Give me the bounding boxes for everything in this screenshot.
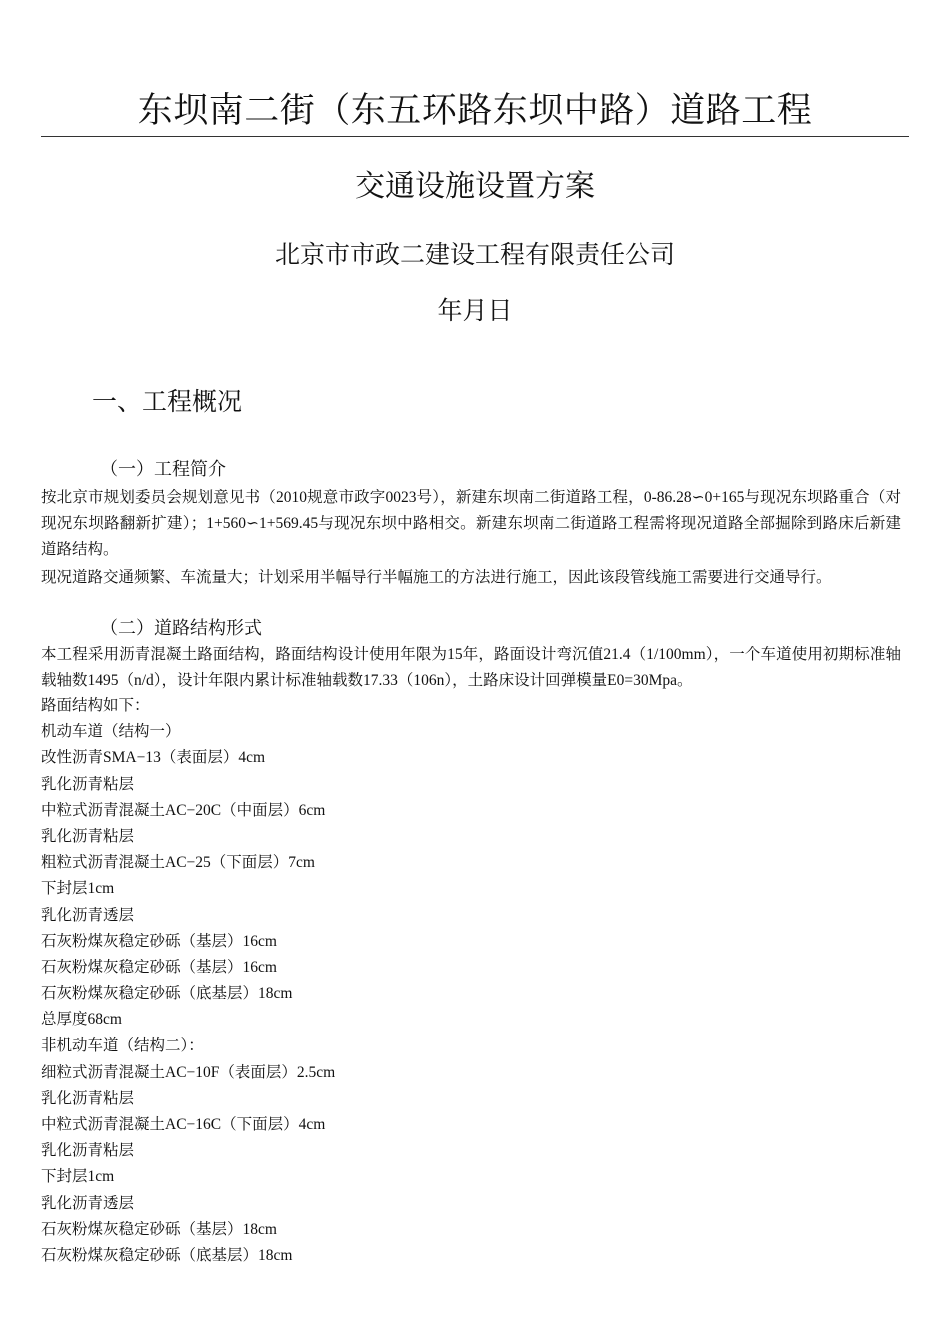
structure-line: 粗粒式沥青混凝土AC−25（下面层）7cm [41,854,315,872]
structure-line: 石灰粉煤灰稳定砂砾（基层）16cm [41,958,277,976]
subsection-heading-intro: （一）工程简介 [100,459,226,479]
structure-paragraph: 本工程采用沥青混凝土路面结构，路面结构设计使用年限为15年，路面设计弯沉值21.4（1/100mm），一个车道使用初期标准轴载轴数1495（n/d），设计年限内累计标准轴载数17.33（106n），土路床设计回弹模量E0=30Mpa。 [41,646,901,690]
structure-line: 非机动车道（结构二）： [41,1037,204,1055]
structure-line: 路面结构如下： [41,697,150,714]
document-title: 交通设施设置方案 [355,169,595,204]
structure-line: 乳化沥青粘层 [41,1089,135,1107]
structure-line: 机动车道（结构一） [41,723,181,741]
structure-line: 下封层1cm [41,880,115,898]
structure-line: 石灰粉煤灰稳定砂砾（底基层）18cm [41,1246,293,1264]
document-date: 年月日 [437,298,513,325]
structure-line: 中粒式沥青混凝土AC−20C（中面层）6cm [41,801,326,819]
structure-line: 改性沥青SMA−13（表面层）4cm [41,749,266,767]
structure-line: 乳化沥青透层 [41,1194,135,1212]
structure-list [41,693,901,1269]
intro-paragraph-1: 按北京市规划委员会规划意见书（2010规意市政字0023号），新建东坝南二街道路工程，0-86.28∽0+165与现况东坝路重合（对现况东坝路翻新扩建）；1+560∽1+569.45与现况东坝中路相交。新建东坝南二街道路工程需将现况道路全部掘除到路床后新建道路结构。 [41,489,901,559]
subsection-heading-structure: （二）道路结构形式 [100,618,262,638]
company-name: 北京市市政二建设工程有限责任公司 [274,242,675,269]
structure-line: 细粒式沥青混凝土AC−10F（表面层）2.5cm [41,1063,336,1081]
structure-line: 乳化沥青粘层 [41,827,135,845]
project-title-header: 东坝南二街（东五环路东坝中路）道路工程 [41,86,909,137]
structure-line: 中粒式沥青混凝土AC−16C（下面层）4cm [41,1116,326,1133]
structure-line: 石灰粉煤灰稳定砂砾（基层）18cm [41,1220,277,1238]
structure-line: 总厚度68cm [41,1011,122,1029]
structure-line: 石灰粉煤灰稳定砂砾（底基层）18cm [41,985,293,1003]
structure-line: 乳化沥青透层 [41,906,135,924]
section-heading-overview: 一、工程概况 [92,389,243,416]
structure-line: 下封层1cm [41,1168,115,1186]
structure-line: 石灰粉煤灰稳定砂砾（基层）16cm [41,932,277,950]
structure-line: 乳化沥青粘层 [41,775,135,793]
structure-line: 乳化沥青粘层 [41,1142,135,1160]
intro-paragraph-2: 现况道路交通频繁、车流量大；计划采用半幅导行半幅施工的方法进行施工，因此该段管线施工需要进行交通导行。 [41,569,832,586]
